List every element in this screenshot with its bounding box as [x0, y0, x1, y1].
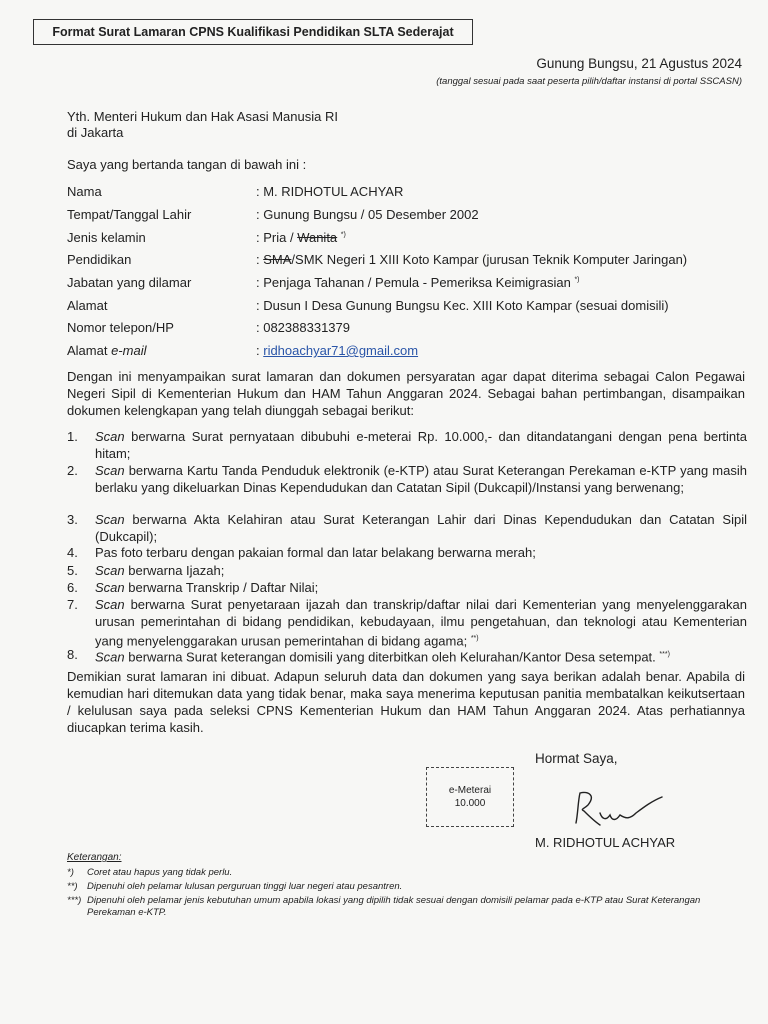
signer-name: M. RIDHOTUL ACHYAR — [535, 835, 676, 850]
stamp-value: 10.000 — [454, 798, 486, 809]
field-value-gender — [256, 230, 346, 245]
field-label-nama: Nama — [67, 184, 102, 199]
list-item-body: berwarna Surat keterangan domisili yang diterbitkan oleh Kelurahan/Kantor Desa setempat. — [124, 649, 656, 665]
list-item-em: Scan — [95, 580, 125, 595]
list-item-em: Scan — [95, 649, 125, 665]
note-item — [67, 895, 747, 921]
closing-salutation: Hormat Saya, — [535, 751, 618, 766]
gender-wanita-struck: Wanita — [297, 230, 338, 245]
list-item-body: berwarna Akta Kelahiran atau Surat Keterangan Lahir dari Dinas Kependudukan dan Catatan Sipil (Dukcapil); — [95, 512, 747, 544]
recipient-line-2: di Jakarta — [67, 125, 124, 140]
closing-paragraph: Demikian surat lamaran ini dibuat. Adapun seluruh data dan dokumen yang saya berikan adalah benar. Apabila di kemudian hari ditemukan data yang tidak benar, maka saya menerima keputusan panitia membatalkan keikutsertaan / kelulusan saya pada seleksi CPNS Kementerian Hukum dan HAM Tahun Anggaran 2024. Atas perhatiannya diucapkan terima kasih. — [67, 669, 745, 735]
field-label-ttl: Tempat/Tanggal Lahir — [67, 207, 192, 222]
list-item-number: 2. — [67, 463, 78, 478]
list-item-body: Pas foto terbaru dengan pakaian formal dan latar belakang berwarna merah; — [95, 545, 536, 560]
email-colon: : — [256, 343, 264, 358]
field-label-jabatan: Jabatan yang dilamar — [67, 275, 192, 290]
note-text: Coret atau hapus yang tidak perlu. — [87, 867, 233, 878]
field-label-alamat: Alamat — [67, 298, 108, 313]
field-label-email — [67, 343, 146, 358]
list-item-em: Scan — [95, 512, 125, 527]
field-value-telepon: : 082388331379 — [256, 320, 350, 335]
field-value-email — [256, 343, 418, 358]
list-item-em: Scan — [95, 429, 125, 444]
list-item-number: 8. — [67, 647, 78, 662]
jabatan-text: : Penjaga Tahanan / Pemula - Pemeriksa Keimigrasian — [256, 275, 571, 290]
list-item-number: 7. — [67, 597, 78, 612]
stamp-label: e-Meterai — [448, 785, 492, 796]
letter-date: Gunung Bungsu, 21 Agustus 2024 — [536, 56, 742, 71]
list-item-text — [95, 462, 747, 496]
footnote-mark: *) — [340, 231, 346, 239]
note-item — [67, 881, 747, 893]
list-item-em: Scan — [95, 463, 125, 478]
pendidikan-sma-struck: SMA — [263, 252, 292, 267]
note-mark: *) — [67, 867, 74, 878]
note-mark: ***) — [67, 895, 82, 906]
note-text: Dipenuhi oleh pelamar jenis kebutuhan umum apabila lokasi yang dipilih tidak sesuai dengan domisili pelamar pada e-KTP atau Surat Keterangan Perekaman e-KTP. — [87, 895, 701, 918]
field-value-jabatan — [256, 275, 580, 290]
list-item-number: 3. — [67, 512, 78, 527]
field-value-pendidikan — [256, 252, 687, 267]
list-item-body: berwarna Surat penyetaraan ijazah dan transkrip/daftar nilai dari Kementerian yang menyelenggarakan urusan pemerintahan di bidang pendidikan, kebudayaan, ilmu pengetahuan, dan teknologi atau Kementerian yang menyelenggarakan urusan pemerintahan di bidang agama; — [95, 597, 747, 649]
e-meterai-stamp — [426, 767, 514, 827]
recipient-line-1: Yth. Menteri Hukum dan Hak Asasi Manusia RI — [67, 109, 338, 124]
field-label-gender: Jenis kelamin — [67, 230, 146, 245]
list-item-text — [95, 579, 747, 596]
email-label-text: Alamat — [67, 343, 112, 358]
list-item-body: berwarna Ijazah; — [124, 563, 225, 578]
list-item-number: 1. — [67, 429, 78, 444]
document-title-text: Format Surat Lamaran CPNS Kualifikasi Pendidikan SLTA Sederajat — [52, 25, 454, 39]
intro-text: Saya yang bertanda tangan di bawah ini : — [67, 157, 307, 172]
letter-date-note: (tanggal sesuai pada saat peserta pilih/daftar instansi di portal SSCASN) — [436, 76, 742, 87]
document-list — [67, 428, 747, 663]
field-value-nama: : M. RIDHOTUL ACHYAR — [256, 184, 404, 199]
body-paragraph: Dengan ini menyampaikan surat lamaran dan dokumen persyaratan agar dapat diterima sebagai Calon Pegawai Negeri Sipil di Kementerian Hukum dan HAM Tahun Anggaran 2024. Sebagai bahan pertimbangan, disampaikan dokumen kelengkapan yang telah diunggah sebagai berikut: — [67, 369, 745, 418]
pendidikan-colon: : — [256, 252, 264, 267]
gender-pria: : Pria / — [256, 230, 298, 245]
list-item-text — [95, 646, 747, 665]
document-title — [33, 19, 473, 45]
list-item-number: 6. — [67, 580, 78, 595]
notes-title: Keterangan: — [67, 852, 122, 863]
list-item-body: berwarna Kartu Tanda Penduduk elektronik (e-KTP) atau Surat Keterangan Perekaman e-KTP yang masih berlaku yang dikeluarkan Dinas Kependudukan dan Catatan Sipil (Dukcapil)/Instansi yang berwenang; — [95, 463, 747, 495]
pendidikan-rest: /SMK Negeri 1 XIII Koto Kampar (jurusan Teknik Komputer Jaringan) — [291, 252, 688, 267]
list-item-body: berwarna Transkrip / Daftar Nilai; — [124, 580, 319, 595]
note-mark: **) — [67, 881, 78, 892]
note-text: Dipenuhi oleh pelamar lulusan perguruan tinggi luar negeri atau pesantren. — [87, 881, 403, 892]
list-item-number: 5. — [67, 563, 78, 578]
field-label-telepon: Nomor telepon/HP — [67, 320, 174, 335]
list-item-text — [95, 511, 747, 545]
list-item-text — [95, 544, 747, 561]
footnote-mark: **) — [470, 635, 479, 642]
list-item-em: Scan — [95, 563, 125, 578]
list-item-text — [95, 428, 747, 462]
field-label-pendidikan: Pendidikan — [67, 252, 132, 267]
footnote-mark: ***) — [659, 651, 670, 658]
list-item-number: 4. — [67, 545, 78, 560]
list-item-body: berwarna Surat pernyataan dibubuhi e-meterai Rp. 10.000,- dan ditandatangani dengan pena bertinta hitam; — [95, 429, 747, 461]
email-label-em: e-mail — [111, 343, 147, 358]
field-value-ttl: : Gunung Bungsu / 05 Desember 2002 — [256, 207, 479, 222]
list-item-text — [95, 596, 747, 649]
email-link[interactable]: ridhoachyar71@gmail.com — [263, 343, 419, 358]
note-item — [67, 867, 747, 879]
handwritten-signature — [570, 785, 670, 835]
footnote-mark: *) — [574, 276, 580, 284]
list-item-em: Scan — [95, 597, 125, 612]
list-item-text — [95, 562, 747, 579]
field-value-alamat: : Dusun I Desa Gunung Bungsu Kec. XIII Koto Kampar (sesuai domisili) — [256, 298, 669, 313]
